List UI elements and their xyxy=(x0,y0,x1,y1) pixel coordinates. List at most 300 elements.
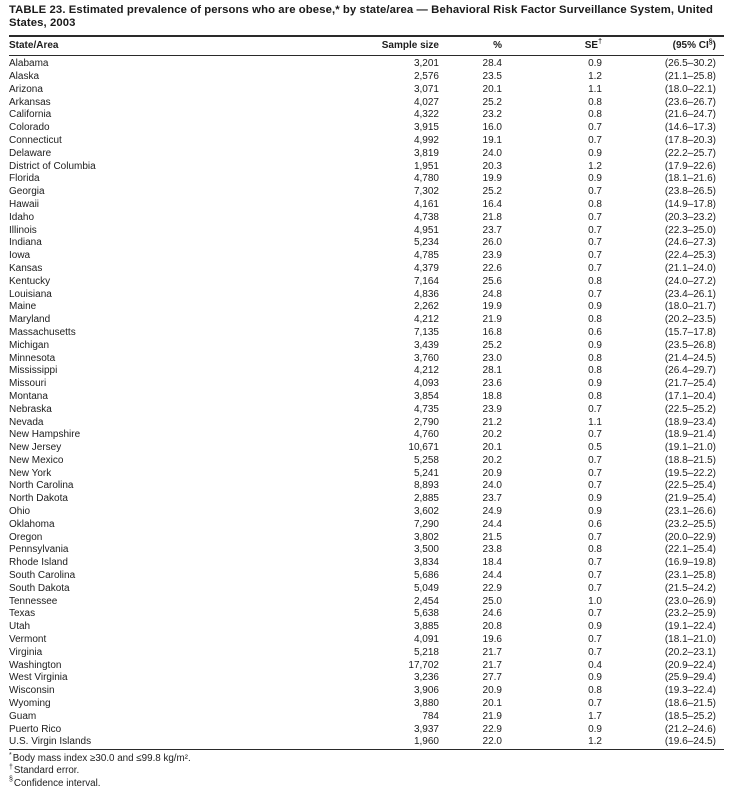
cell-se: 0.7 xyxy=(588,570,602,582)
cell-se: 0.7 xyxy=(588,634,602,646)
table-row xyxy=(9,340,724,353)
cell-se: 1.0 xyxy=(588,595,602,607)
cell-percent: 20.8 xyxy=(482,621,502,633)
cell-ci: (18.1–21.0) xyxy=(664,634,716,646)
cell-state-area: Nevada xyxy=(9,416,44,428)
cell-state-area: New Hampshire xyxy=(9,429,81,441)
cell-ci: (20.2–23.1) xyxy=(664,646,716,658)
cell-se: 0.4 xyxy=(588,659,602,671)
table-title: TABLE 23. Estimated prevalence of persons who are obese,* by state/area — Behavioral Risk Factor Surveillance System, United States, 2003 xyxy=(9,4,714,30)
cell-ci: (18.8–21.5) xyxy=(664,454,716,466)
cell-se: 0.8 xyxy=(588,352,602,364)
cell-percent: 25.0 xyxy=(482,595,502,607)
cell-se: 0.5 xyxy=(588,442,602,454)
ci-label-close: ) xyxy=(712,40,716,52)
cell-sample-size: 4,093 xyxy=(413,378,439,390)
table-row xyxy=(9,378,724,391)
table-row xyxy=(9,660,724,673)
cell-ci: (24.0–27.2) xyxy=(664,275,716,287)
cell-ci: (22.2–25.7) xyxy=(664,147,716,159)
cell-percent: 20.9 xyxy=(482,467,502,479)
cell-sample-size: 5,686 xyxy=(413,570,439,582)
table-row xyxy=(9,404,724,417)
footnote-standard-error-text: Standard error. xyxy=(13,765,80,777)
table-row xyxy=(9,493,724,506)
cell-sample-size: 4,785 xyxy=(413,250,439,262)
cell-sample-size: 3,602 xyxy=(413,506,439,518)
cell-state-area: Michigan xyxy=(9,339,50,351)
column-header-se xyxy=(502,36,602,56)
cell-percent: 19.9 xyxy=(482,173,502,185)
cell-percent: 23.9 xyxy=(482,250,502,262)
cell-percent: 24.0 xyxy=(482,480,502,492)
cell-ci: (19.1–21.0) xyxy=(664,442,716,454)
cell-se: 0.9 xyxy=(588,723,602,735)
cell-sample-size: 4,780 xyxy=(413,173,439,185)
cell-sample-size: 5,638 xyxy=(413,608,439,620)
table-row xyxy=(9,442,724,455)
cell-state-area: Arkansas xyxy=(9,96,51,108)
cell-percent: 21.9 xyxy=(482,710,502,722)
table-row xyxy=(9,570,724,583)
cell-se: 0.6 xyxy=(588,518,602,530)
cell-sample-size: 17,702 xyxy=(408,659,439,671)
cell-state-area: South Carolina xyxy=(9,570,76,582)
cell-ci: (14.9–17.8) xyxy=(664,198,716,210)
cell-percent: 21.2 xyxy=(482,416,502,428)
cell-sample-size: 4,027 xyxy=(413,96,439,108)
table-row xyxy=(9,250,724,263)
cell-sample-size: 7,164 xyxy=(413,275,439,287)
cell-se: 0.8 xyxy=(588,275,602,287)
cell-se: 1.2 xyxy=(588,736,602,748)
cell-ci: (21.1–24.0) xyxy=(664,262,716,274)
cell-se: 0.8 xyxy=(588,96,602,108)
cell-state-area: Rhode Island xyxy=(9,557,68,569)
cell-state-area: Vermont xyxy=(9,634,47,646)
table-row xyxy=(9,532,724,545)
cell-se: 0.9 xyxy=(588,672,602,684)
cell-sample-size: 2,790 xyxy=(413,416,439,428)
cell-percent: 21.7 xyxy=(482,659,502,671)
cell-ci: (20.3–23.2) xyxy=(664,211,716,223)
table-row xyxy=(9,97,724,110)
cell-se: 0.8 xyxy=(588,365,602,377)
cell-state-area: Delaware xyxy=(9,147,52,159)
cell-percent: 21.9 xyxy=(482,314,502,326)
cell-sample-size: 3,834 xyxy=(413,557,439,569)
cell-state-area: Mississippi xyxy=(9,365,58,377)
cell-state-area: Louisiana xyxy=(9,288,52,300)
cell-state-area: Idaho xyxy=(9,211,35,223)
cell-ci: (16.9–19.8) xyxy=(664,557,716,569)
cell-se: 0.7 xyxy=(588,122,602,134)
cell-sample-size: 3,236 xyxy=(413,672,439,684)
cell-ci: (21.4–24.5) xyxy=(664,352,716,364)
cell-ci: (26.4–29.7) xyxy=(664,365,716,377)
cell-state-area: District of Columbia xyxy=(9,160,96,172)
cell-state-area: New Mexico xyxy=(9,454,64,466)
table-row xyxy=(9,276,724,289)
cell-ci: (22.4–25.3) xyxy=(664,250,716,262)
table-row xyxy=(9,711,724,724)
cell-sample-size: 4,951 xyxy=(413,224,439,236)
cell-sample-size: 4,212 xyxy=(413,365,439,377)
table-row xyxy=(9,327,724,340)
table-row xyxy=(9,225,724,238)
cell-se: 0.9 xyxy=(588,378,602,390)
cell-ci: (21.5–24.2) xyxy=(664,582,716,594)
table-row xyxy=(9,289,724,302)
table-row xyxy=(9,212,724,225)
table-row xyxy=(9,455,724,468)
cell-se: 0.8 xyxy=(588,109,602,121)
cell-se: 0.7 xyxy=(588,403,602,415)
column-header-state-area: State/Area xyxy=(9,40,59,52)
cell-sample-size: 3,885 xyxy=(413,621,439,633)
cell-ci: (20.2–23.5) xyxy=(664,314,716,326)
cell-se: 0.7 xyxy=(588,237,602,249)
cell-state-area: Indiana xyxy=(9,237,42,249)
cell-sample-size: 3,819 xyxy=(413,147,439,159)
cell-sample-size: 3,201 xyxy=(413,58,439,70)
table-row xyxy=(9,353,724,366)
cell-ci: (23.8–26.5) xyxy=(664,186,716,198)
cell-ci: (17.1–20.4) xyxy=(664,390,716,402)
cell-se: 0.8 xyxy=(588,198,602,210)
cell-percent: 16.8 xyxy=(482,326,502,338)
cell-se: 0.8 xyxy=(588,314,602,326)
cell-ci: (19.6–24.5) xyxy=(664,736,716,748)
cell-state-area: Missouri xyxy=(9,378,47,390)
table-row xyxy=(9,621,724,634)
cell-sample-size: 1,960 xyxy=(413,736,439,748)
cell-state-area: South Dakota xyxy=(9,582,70,594)
cell-se: 0.7 xyxy=(588,262,602,274)
table-row xyxy=(9,417,724,430)
cell-se: 1.1 xyxy=(588,416,602,428)
footnote-confidence-interval xyxy=(9,778,724,790)
cell-state-area: Kansas xyxy=(9,262,43,274)
cell-percent: 22.9 xyxy=(482,723,502,735)
cell-sample-size: 5,218 xyxy=(413,646,439,658)
cell-se: 0.7 xyxy=(588,429,602,441)
footnote-bmi xyxy=(9,753,724,765)
cell-se: 0.9 xyxy=(588,58,602,70)
cell-percent: 21.7 xyxy=(482,646,502,658)
cell-percent: 23.0 xyxy=(482,352,502,364)
cell-state-area: Colorado xyxy=(9,122,50,134)
cell-ci: (18.6–21.5) xyxy=(664,698,716,710)
table-row xyxy=(9,429,724,442)
cell-percent: 19.1 xyxy=(482,134,502,146)
footnote-standard-error xyxy=(9,765,724,777)
section-footnote-marker: § xyxy=(708,38,713,46)
table-row xyxy=(9,135,724,148)
cell-sample-size: 10,671 xyxy=(408,442,439,454)
cell-ci: (21.1–25.8) xyxy=(664,70,716,82)
cell-percent: 23.6 xyxy=(482,378,502,390)
cell-state-area: Alabama xyxy=(9,58,49,70)
cell-percent: 20.2 xyxy=(482,454,502,466)
cell-state-area: Oklahoma xyxy=(9,518,55,530)
cell-percent: 21.5 xyxy=(482,531,502,543)
table-row xyxy=(9,314,724,327)
cell-se: 0.6 xyxy=(588,326,602,338)
cell-state-area: Washington xyxy=(9,659,62,671)
table-row xyxy=(9,186,724,199)
cell-se: 0.9 xyxy=(588,493,602,505)
cell-percent: 25.2 xyxy=(482,339,502,351)
cell-sample-size: 7,302 xyxy=(413,186,439,198)
table-row xyxy=(9,199,724,212)
cell-se: 0.7 xyxy=(588,224,602,236)
cell-ci: (15.7–17.8) xyxy=(664,326,716,338)
cell-state-area: Tennessee xyxy=(9,595,58,607)
cell-ci: (24.6–27.3) xyxy=(664,237,716,249)
cell-percent: 23.5 xyxy=(482,70,502,82)
cell-ci: (21.9–25.4) xyxy=(664,493,716,505)
cell-percent: 25.2 xyxy=(482,186,502,198)
cell-se: 0.7 xyxy=(588,608,602,620)
cell-percent: 23.7 xyxy=(482,224,502,236)
table-row xyxy=(9,596,724,609)
cell-ci: (20.9–22.4) xyxy=(664,659,716,671)
cell-ci: (23.2–25.9) xyxy=(664,608,716,620)
cell-ci: (23.1–25.8) xyxy=(664,570,716,582)
table-row xyxy=(9,557,724,570)
cell-se: 0.9 xyxy=(588,173,602,185)
cell-state-area: Texas xyxy=(9,608,36,620)
cell-ci: (23.6–26.7) xyxy=(664,96,716,108)
cell-sample-size: 4,760 xyxy=(413,429,439,441)
cell-se: 0.7 xyxy=(588,557,602,569)
cell-sample-size: 4,322 xyxy=(413,109,439,121)
cell-se: 1.7 xyxy=(588,710,602,722)
cell-state-area: Virginia xyxy=(9,646,43,658)
cell-sample-size: 2,885 xyxy=(413,493,439,505)
cell-state-area: Georgia xyxy=(9,186,45,198)
table-row xyxy=(9,468,724,481)
cell-ci: (18.5–25.2) xyxy=(664,710,716,722)
cell-state-area: West Virginia xyxy=(9,672,68,684)
cell-sample-size: 2,576 xyxy=(413,70,439,82)
ci-label: (95% CI xyxy=(672,40,709,52)
cell-percent: 23.9 xyxy=(482,403,502,415)
cell-se: 0.7 xyxy=(588,454,602,466)
cell-se: 0.8 xyxy=(588,544,602,556)
cell-ci: (18.0–21.7) xyxy=(664,301,716,313)
cell-sample-size: 7,290 xyxy=(413,518,439,530)
cell-percent: 24.8 xyxy=(482,288,502,300)
cell-state-area: Ohio xyxy=(9,506,31,518)
cell-percent: 26.0 xyxy=(482,237,502,249)
footnotes xyxy=(9,753,724,790)
table-row xyxy=(9,391,724,404)
cell-se: 0.7 xyxy=(588,531,602,543)
cell-ci: (21.6–24.7) xyxy=(664,109,716,121)
cell-state-area: Pennsylvania xyxy=(9,544,69,556)
cell-state-area: California xyxy=(9,109,52,121)
cell-percent: 22.9 xyxy=(482,582,502,594)
cell-sample-size: 1,951 xyxy=(413,160,439,172)
column-header-percent: % xyxy=(493,40,502,52)
table-row xyxy=(9,301,724,314)
cell-sample-size: 3,854 xyxy=(413,390,439,402)
cell-percent: 20.1 xyxy=(482,442,502,454)
cell-se: 0.7 xyxy=(588,288,602,300)
table-row xyxy=(9,173,724,186)
cell-ci: (23.4–26.1) xyxy=(664,288,716,300)
cell-percent: 28.1 xyxy=(482,365,502,377)
cell-percent: 24.4 xyxy=(482,518,502,530)
table-row xyxy=(9,109,724,122)
table-row xyxy=(9,672,724,685)
footnote-confidence-interval-text: Confidence interval. xyxy=(13,777,101,789)
dagger-footnote-marker: † xyxy=(598,38,602,46)
cell-sample-size: 7,135 xyxy=(413,326,439,338)
table-row xyxy=(9,237,724,250)
cell-percent: 23.8 xyxy=(482,544,502,556)
cell-state-area: Alaska xyxy=(9,70,40,82)
cell-percent: 21.8 xyxy=(482,211,502,223)
cell-ci: (21.7–25.4) xyxy=(664,378,716,390)
cell-se: 0.7 xyxy=(588,250,602,262)
cell-sample-size: 3,906 xyxy=(413,685,439,697)
cell-percent: 24.9 xyxy=(482,506,502,518)
cell-sample-size: 4,091 xyxy=(413,634,439,646)
cell-se: 0.7 xyxy=(588,698,602,710)
cell-sample-size: 4,738 xyxy=(413,211,439,223)
cell-state-area: Kentucky xyxy=(9,275,51,287)
cell-percent: 19.9 xyxy=(482,301,502,313)
cell-sample-size: 8,893 xyxy=(413,480,439,492)
cell-state-area: Hawaii xyxy=(9,198,40,210)
table-row xyxy=(9,685,724,698)
cell-state-area: North Dakota xyxy=(9,493,68,505)
table-header xyxy=(9,36,724,56)
cell-sample-size: 4,161 xyxy=(413,198,439,210)
table-row xyxy=(9,647,724,660)
cell-percent: 20.1 xyxy=(482,83,502,95)
cell-state-area: Florida xyxy=(9,173,40,185)
cell-ci: (14.6–17.3) xyxy=(664,122,716,134)
cell-sample-size: 3,915 xyxy=(413,122,439,134)
cell-se: 0.9 xyxy=(588,301,602,313)
cell-ci: (23.1–26.6) xyxy=(664,506,716,518)
cell-ci: (22.1–25.4) xyxy=(664,544,716,556)
table-row xyxy=(9,724,724,737)
footnote-bmi-text: Body mass index ≥30.0 and ≤99.8 kg/m². xyxy=(12,753,191,765)
table-row xyxy=(9,506,724,519)
cell-sample-size: 3,937 xyxy=(413,723,439,735)
cell-percent: 20.9 xyxy=(482,685,502,697)
cell-state-area: Nebraska xyxy=(9,403,52,415)
cell-percent: 16.0 xyxy=(482,122,502,134)
cell-ci: (18.0–22.1) xyxy=(664,83,716,95)
cell-state-area: Maine xyxy=(9,301,37,313)
table-row xyxy=(9,698,724,711)
cell-percent: 24.0 xyxy=(482,147,502,159)
cell-ci: (19.1–22.4) xyxy=(664,621,716,633)
table-row xyxy=(9,736,724,749)
cell-percent: 20.3 xyxy=(482,160,502,172)
table-row xyxy=(9,583,724,596)
cell-ci: (18.9–21.4) xyxy=(664,429,716,441)
cell-state-area: Massachusetts xyxy=(9,326,76,338)
prevalence-table xyxy=(9,35,724,750)
cell-sample-size: 5,234 xyxy=(413,237,439,249)
column-header-ci xyxy=(602,36,724,56)
cell-se: 1.1 xyxy=(588,83,602,95)
cell-sample-size: 3,760 xyxy=(413,352,439,364)
cell-ci: (23.0–26.9) xyxy=(664,595,716,607)
cell-state-area: North Carolina xyxy=(9,480,74,492)
table-row xyxy=(9,56,724,71)
cell-ci: (21.2–24.6) xyxy=(664,723,716,735)
table-row xyxy=(9,365,724,378)
cell-state-area: U.S. Virgin Islands xyxy=(9,736,92,748)
cell-percent: 23.2 xyxy=(482,109,502,121)
cell-se: 0.7 xyxy=(588,467,602,479)
cell-ci: (17.9–22.6) xyxy=(664,160,716,172)
table-row xyxy=(9,634,724,647)
cell-se: 0.7 xyxy=(588,646,602,658)
table-body xyxy=(9,56,724,750)
cell-se: 1.2 xyxy=(588,70,602,82)
cell-sample-size: 4,836 xyxy=(413,288,439,300)
cell-sample-size: 2,262 xyxy=(413,301,439,313)
table-row xyxy=(9,71,724,84)
cell-state-area: New Jersey xyxy=(9,442,62,454)
cell-state-area: Wisconsin xyxy=(9,685,55,697)
column-header-sample-size: Sample size xyxy=(381,40,439,52)
cell-se: 0.9 xyxy=(588,147,602,159)
cell-ci: (25.9–29.4) xyxy=(664,672,716,684)
table-row xyxy=(9,480,724,493)
cell-ci: (18.9–23.4) xyxy=(664,416,716,428)
cell-sample-size: 2,454 xyxy=(413,595,439,607)
cell-se: 0.8 xyxy=(588,685,602,697)
cell-percent: 28.4 xyxy=(482,58,502,70)
cell-state-area: Connecticut xyxy=(9,134,62,146)
asterisk-footnote-marker: * xyxy=(9,751,12,759)
cell-sample-size: 3,500 xyxy=(413,544,439,556)
table-row xyxy=(9,148,724,161)
cell-sample-size: 784 xyxy=(422,710,439,722)
cell-ci: (22.5–25.2) xyxy=(664,403,716,415)
cell-se: 0.9 xyxy=(588,506,602,518)
cell-state-area: Arizona xyxy=(9,83,43,95)
table-row xyxy=(9,161,724,174)
cell-state-area: Maryland xyxy=(9,314,51,326)
cell-se: 0.7 xyxy=(588,480,602,492)
cell-percent: 25.2 xyxy=(482,96,502,108)
se-label: SE xyxy=(584,40,599,52)
dagger-footnote-marker: † xyxy=(9,764,13,772)
cell-se: 0.7 xyxy=(588,134,602,146)
cell-ci: (19.3–22.4) xyxy=(664,685,716,697)
cell-ci: (23.5–26.8) xyxy=(664,339,716,351)
cell-percent: 20.1 xyxy=(482,698,502,710)
cell-sample-size: 4,992 xyxy=(413,134,439,146)
cell-percent: 18.8 xyxy=(482,390,502,402)
cell-percent: 24.6 xyxy=(482,608,502,620)
cell-state-area: New York xyxy=(9,467,52,479)
cell-se: 0.7 xyxy=(588,186,602,198)
section-footnote-marker: § xyxy=(9,776,13,784)
cell-percent: 22.6 xyxy=(482,262,502,274)
